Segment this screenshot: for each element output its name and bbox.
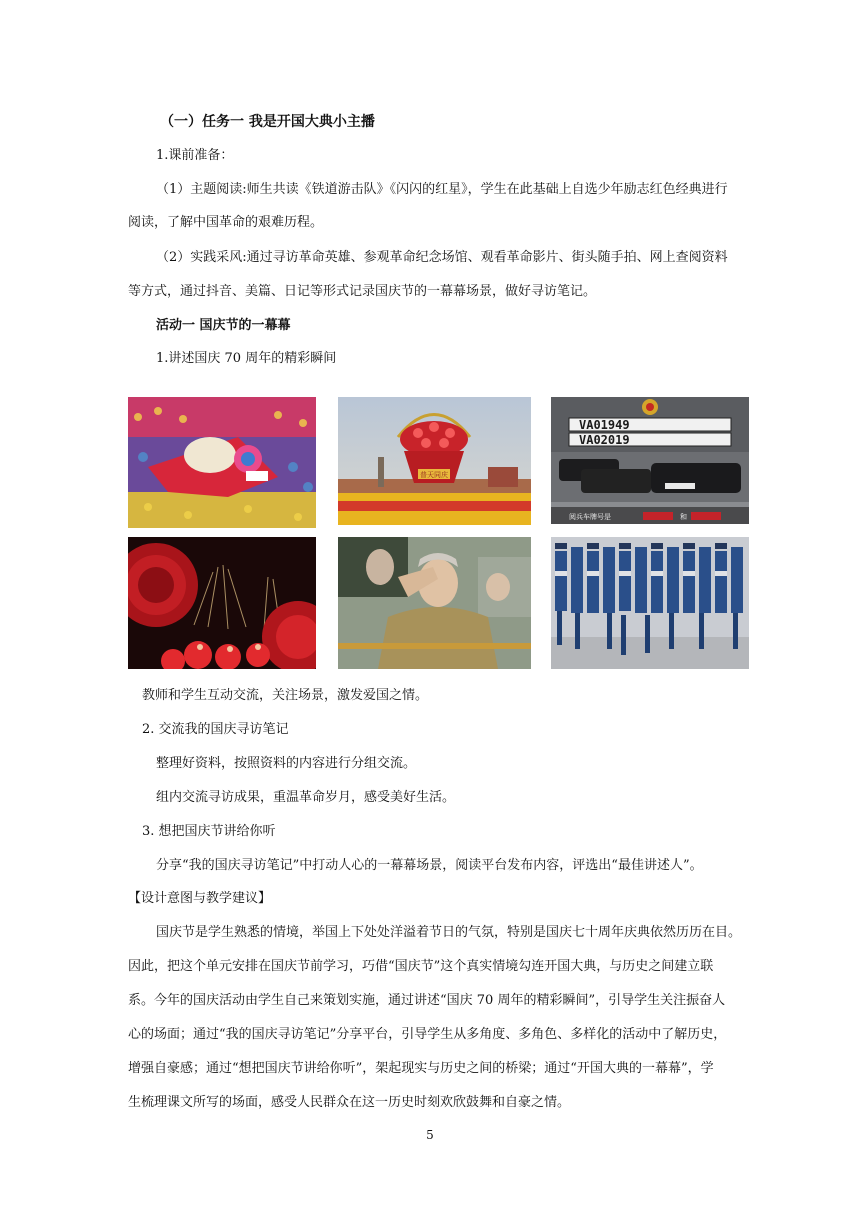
caption-left: 阅兵车牌号是	[569, 513, 611, 521]
step3-heading: 3. 想把国庆节讲给你听	[142, 824, 276, 839]
design-line: 国庆节是学生熟悉的情境，举国上下处处洋溢着节日的气氛，特别是国庆七十周年庆典依然历历在目。	[156, 925, 742, 940]
prep-item2-line2: 等方式，通过抖音、美篇、日记等形式记录国庆节的一幕幕场景，做好寻访笔记。	[128, 284, 597, 299]
design-line: 系。今年的国庆活动由学生自己来策划实施，通过讲述“国庆 70 周年的精彩瞬间”，引导学生关注振奋人	[128, 993, 726, 1008]
design-line: 增强自豪感；通过“想把国庆节讲给你听”，架起现实与历史之间的桥梁；通过“开国大典的一幕幕”，学	[128, 1061, 714, 1076]
parade-car-plates-photo	[551, 397, 749, 524]
drums-fireworks-photo	[128, 537, 316, 669]
page-number: 5	[426, 1128, 434, 1142]
prep-heading: 1.课前准备：	[156, 148, 234, 163]
prep-item1-line1: （1）主题阅读:师生共读《铁道游击队》《闪闪的红星》，学生在此基础上自选少年励志红色经典进行	[156, 182, 728, 197]
veteran-salute-photo	[338, 537, 531, 669]
design-line: 生梳理课文所写的场面，感受人民群众在这一历史时刻欢欣鼓舞和自豪之情。	[128, 1095, 571, 1110]
activity-title: 活动一 国庆节的一幕幕	[156, 318, 291, 333]
flower-basket-photo	[338, 397, 531, 525]
step2-text-a: 整理好资料，按照资料的内容进行分组交流。	[156, 756, 417, 771]
prep-item1-line2: 阅读，了解中国革命的艰难历程。	[128, 215, 324, 230]
section-title: （一）任务一 我是开国大典小主播	[160, 114, 375, 130]
step2-text-b: 组内交流寻访成果，重温革命岁月，感受美好生活。	[156, 790, 456, 805]
plate-bottom: VA02019	[579, 433, 630, 447]
step2-heading: 2. 交流我的国庆寻访笔记	[142, 722, 289, 737]
after-photos-text: 教师和学生互动交流，关注场景，激发爱国之情。	[142, 688, 429, 703]
design-line: 心的场面；通过“我的国庆寻访笔记”分享平台，引导学生从多角度、多角色、多样化的活动中了解历史，	[128, 1027, 727, 1042]
marching-troops-photo	[551, 537, 749, 669]
plate-top: VA01949	[579, 418, 630, 432]
basket-label: 普天同庆	[420, 471, 448, 479]
design-heading: 【设计意图与教学建议】	[128, 891, 272, 906]
prep-item2-line1: （2）实践采风:通过寻访革命英雄、参观革命纪念场馆、观看革命影片、街头随手拍、网上查阅资料	[156, 250, 728, 265]
caption-mid: 和	[680, 513, 687, 521]
step1-text: 1.讲述国庆 70 周年的精彩瞬间	[156, 351, 337, 366]
step3-text: 分享“我的国庆寻访笔记”中打动人心的一幕幕场景，阅读平台发布内容，评选出“最佳讲述人”。	[156, 858, 703, 873]
parade-float-photo	[128, 397, 316, 528]
design-line: 因此，把这个单元安排在国庆节前学习，巧借“国庆节”这个真实情境勾连开国大典，与历史之间建立联	[128, 959, 714, 974]
